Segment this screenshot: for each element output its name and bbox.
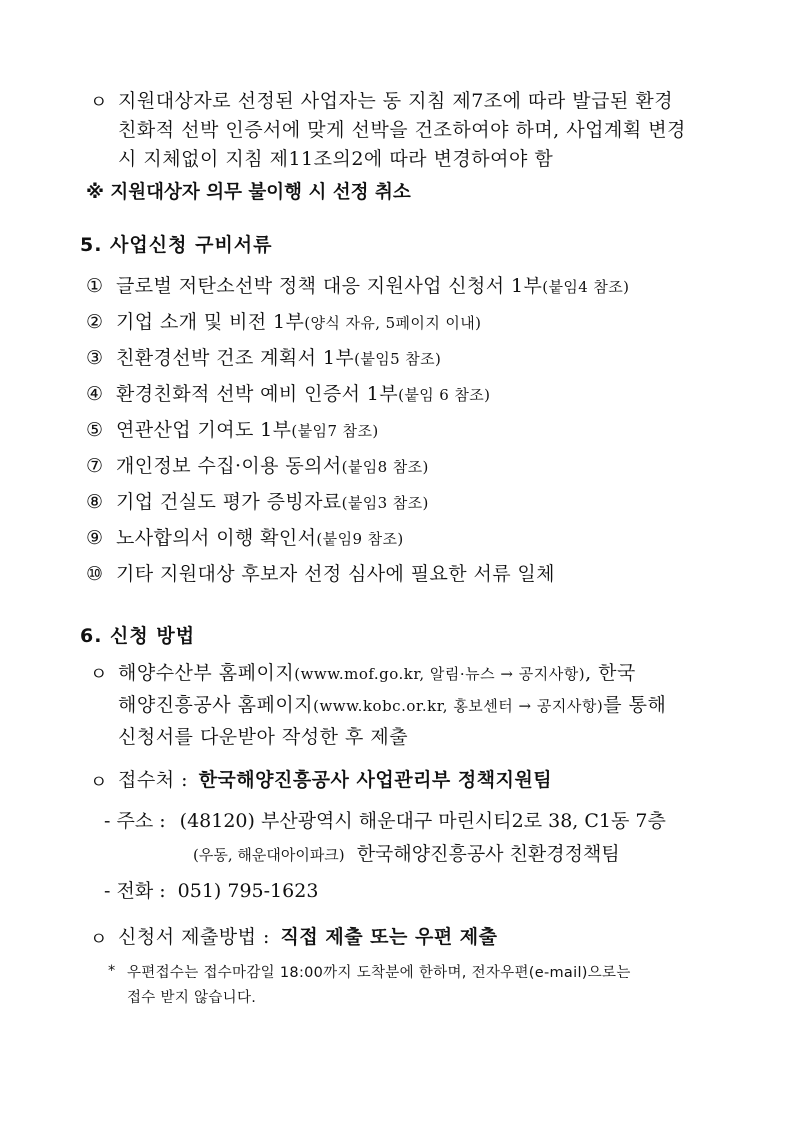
- phone-value: 051) 795-1623: [177, 880, 319, 902]
- list-item: [86, 307, 481, 334]
- text-fragment: 해양수산부 홈페이지: [118, 662, 295, 684]
- address-label: - 주소 :: [104, 810, 166, 832]
- address-team: 한국해양진흥공사 친환경정책팀: [356, 843, 620, 865]
- receiver-label: 접수처 :: [118, 769, 189, 791]
- item-number: ①: [86, 275, 104, 297]
- paragraph-line: 시 지체없이 지침 제11조의2에 따라 변경하여야 함: [118, 148, 554, 170]
- receiver-value: 한국해양진흥공사 사업관리부 정책지원팀: [198, 769, 553, 791]
- item-text: 글로벌 저탄소선박 정책 대응 지원사업 신청서 1부: [116, 275, 543, 297]
- item-text: 연관산업 기여도 1부: [116, 419, 292, 441]
- address-detail: (우동, 해운대아이파크): [193, 846, 345, 864]
- url-note: (www.mof.go.kr, 알림·뉴스 → 공지사항): [294, 665, 586, 683]
- list-item: [86, 523, 404, 550]
- address-line-2: [193, 839, 620, 866]
- section-heading: 6. 신청 방법: [80, 625, 196, 647]
- bullet: ㅇ: [90, 772, 108, 793]
- list-item: [86, 559, 555, 586]
- list-item: [86, 271, 629, 298]
- item-text: 개인정보 수집·이용 동의서: [116, 455, 342, 477]
- item-number: ⑦: [86, 455, 104, 477]
- list-item: [86, 379, 490, 406]
- paragraph-line: 친화적 선박 인증서에 맞게 선박을 건조하여야 하며, 사업계획 변경: [118, 119, 686, 141]
- item-number: ⑧: [86, 491, 104, 513]
- item-number: ⑤: [86, 419, 104, 441]
- item-note: (양식 자유, 5페이지 이내): [304, 314, 482, 332]
- item-text: 기타 지원대상 후보자 선정 심사에 필요한 서류 일체: [116, 563, 555, 585]
- item-note: (붙임7 참조): [291, 422, 379, 440]
- item-text: 친환경선박 건조 계획서 1부: [116, 347, 355, 369]
- item-note: (붙임8 참조): [341, 458, 429, 476]
- warning-note: ※ 지원대상자 의무 불이행 시 선정 취소: [86, 182, 411, 203]
- footnote-line: 우편접수는 접수마감일 18:00까지 도착분에 한하며, 전자우편(e-mail)으로는: [127, 965, 631, 981]
- bullet: ㅇ: [90, 929, 108, 950]
- text-fragment: , 한국: [585, 662, 636, 684]
- submit-label: 신청서 제출방법 :: [118, 926, 270, 948]
- item-note: (붙임3 참조): [341, 494, 429, 512]
- section-heading: 5. 사업신청 구비서류: [80, 234, 273, 256]
- bullet: ㅇ: [90, 92, 108, 113]
- item-note: (붙임4 참조): [542, 278, 630, 296]
- item-text: 기업 건실도 평가 증빙자료: [116, 491, 342, 513]
- footnote-mark: *: [108, 963, 116, 979]
- paragraph-line: 지원대상자로 선정된 사업자는 동 지침 제7조에 따라 발급된 환경: [118, 90, 674, 112]
- item-note: (붙임 6 참조): [398, 386, 491, 404]
- item-number: ⑩: [86, 563, 104, 585]
- item-note: (붙임5 참조): [354, 350, 442, 368]
- address-value: (48120) 부산광역시 해운대구 마린시티2로 38, C1동 7층: [179, 810, 666, 832]
- receiver-line: [118, 765, 552, 792]
- address-line: [104, 806, 666, 833]
- paragraph-line: [118, 690, 666, 717]
- list-item: [86, 415, 379, 442]
- item-text: 노사합의서 이행 확인서: [116, 527, 317, 549]
- bullet: ㅇ: [90, 664, 108, 685]
- item-text: 환경친화적 선박 예비 인증서 1부: [116, 383, 399, 405]
- item-text: 기업 소개 및 비전 1부: [116, 311, 305, 333]
- list-item: [86, 451, 429, 478]
- item-note: (붙임9 참조): [316, 530, 404, 548]
- list-item: [86, 487, 429, 514]
- footnote-line: 접수 받지 않습니다.: [127, 990, 257, 1006]
- paragraph-line: [118, 658, 636, 685]
- text-fragment: 를 통해: [603, 694, 667, 716]
- text-fragment: 해양진흥공사 홈페이지: [118, 694, 314, 716]
- submit-value: 직접 제출 또는 우편 제출: [280, 926, 498, 948]
- paragraph-line: 신청서를 다운받아 작성한 후 제출: [118, 726, 409, 748]
- item-number: ③: [86, 347, 104, 369]
- item-number: ②: [86, 311, 104, 333]
- url-note: (www.kobc.or.kr, 홍보센터 → 공지사항): [313, 697, 604, 715]
- item-number: ⑨: [86, 527, 104, 549]
- list-item: [86, 343, 441, 370]
- phone-label: - 전화 :: [104, 880, 166, 902]
- phone-line: [104, 876, 318, 903]
- item-number: ④: [86, 383, 104, 405]
- submit-line: [118, 922, 498, 949]
